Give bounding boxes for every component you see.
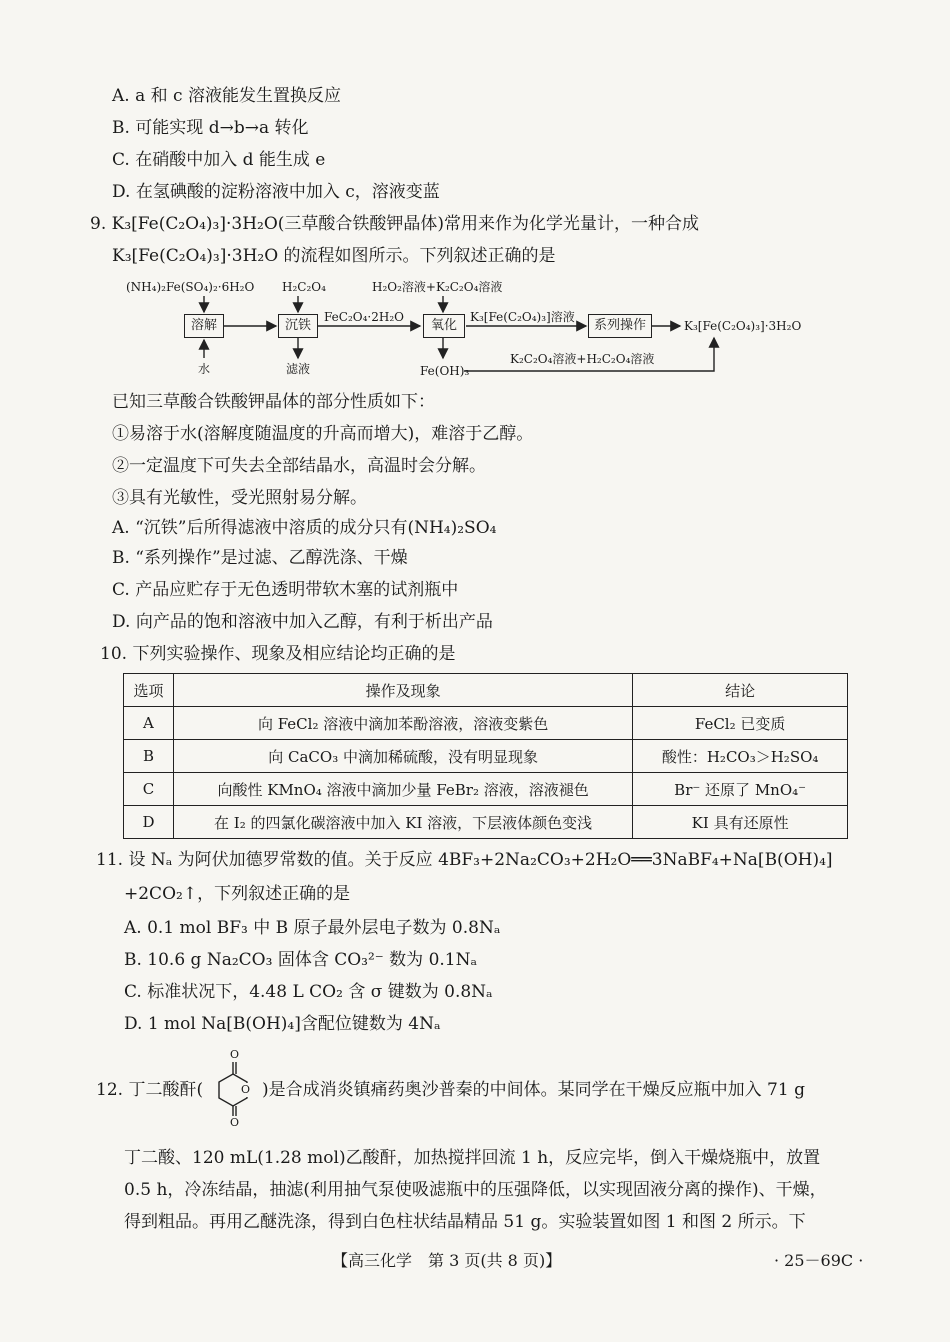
- q9-option-d: D. 向产品的饱和溶液中加入乙醇，有利于析出产品: [112, 612, 493, 632]
- table-cell: C: [124, 773, 174, 806]
- q12-line2: 丁二酸、120 mL(1.28 mol)乙酸酐，加热搅拌回流 1 h，反应完毕，倒入干燥烧瓶中，放置: [124, 1148, 821, 1168]
- table-cell: Br⁻ 还原了 MnO₄⁻: [633, 773, 848, 806]
- table-cell: 向 FeCl₂ 溶液中滴加苯酚溶液，溶液变紫色: [173, 707, 632, 740]
- q11-option-d: D. 1 mol Na[B(OH)₄]含配位键数为 4Nₐ: [124, 1014, 441, 1034]
- flow-input-oxalic-acid: H₂C₂O₄: [282, 280, 326, 294]
- q12-line4: 得到粗品。再用乙醚洗涤，得到白色柱状结晶精品 51 g。实验装置如图 1 和图 2 所示。下: [124, 1212, 806, 1232]
- q8-option-d: D. 在氢碘酸的淀粉溶液中加入 c，溶液变蓝: [112, 182, 440, 202]
- q8-option-a: A. a 和 c 溶液能发生置换反应: [112, 86, 341, 106]
- table-row: [124, 773, 848, 806]
- table-cell: 在 I₂ 的四氯化碳溶液中加入 KI 溶液，下层液体颜色变浅: [173, 806, 632, 839]
- q9-property-3: ③具有光敏性，受光照射易分解。: [112, 488, 367, 508]
- q11-stem-line1: 11. 设 Nₐ 为阿伏加德罗常数的值。关于反应 4BF₃+2Na₂CO₃+2H₂O══3NaBF₄+Na[B(OH)₄]: [96, 850, 833, 870]
- flow-product: K₃[Fe(C₂O₄)₃]·3H₂O: [684, 319, 802, 333]
- q9-stem-line1: 9. K₃[Fe(C₂O₄)₃]·3H₂O(三草酸合铁酸钾晶体)常用来作为化学光量计，一种合成: [90, 214, 700, 234]
- table-cell: D: [124, 806, 174, 839]
- table-header: 操作及现象: [173, 674, 632, 707]
- flow-mid-ferrous-oxalate: FeC₂O₄·2H₂O: [324, 310, 404, 324]
- q9-flow-diagram: [118, 278, 838, 386]
- q8-option-c: C. 在硝酸中加入 d 能生成 e: [112, 150, 326, 170]
- q10-stem: 10. 下列实验操作、现象及相应结论均正确的是: [100, 644, 456, 664]
- table-header-row: [124, 674, 848, 707]
- q11-option-c: C. 标准状况下，4.48 L CO₂ 含 σ 键数为 0.8Nₐ: [124, 982, 493, 1002]
- q12-line3: 0.5 h，冷冻结晶，抽滤(利用抽气泵使吸滤瓶中的压强降低，以实现固液分离的操作)、干燥，: [124, 1180, 827, 1200]
- q10-table: [123, 673, 848, 839]
- flow-box-series-operation: 系列操作: [588, 314, 652, 338]
- q12-stem-prefix: 12. 丁二酸酐(: [96, 1080, 204, 1100]
- q9-stem-line2: K₃[Fe(C₂O₄)₃]·3H₂O 的流程如图所示。下列叙述正确的是: [112, 246, 556, 266]
- q11-option-a: A. 0.1 mol BF₃ 中 B 原子最外层电子数为 0.8Nₐ: [124, 918, 501, 938]
- page-footer-center: 【高三化学 第 3 页(共 8 页)】: [332, 1251, 562, 1270]
- flow-filtrate: 滤液: [286, 362, 311, 376]
- q9-property-1: ①易溶于水(溶解度随温度的升高而增大)，难溶于乙醇。: [112, 424, 534, 444]
- flow-iron-hydroxide: Fe(OH)₃: [420, 364, 470, 378]
- table-row: [124, 740, 848, 773]
- q9-known-title: 已知三草酸合铁酸钾晶体的部分性质如下：: [112, 392, 435, 412]
- q9-option-a: A. “沉铁”后所得滤液中溶质的成分只有(NH₄)₂SO₄: [112, 518, 497, 538]
- q12-stem-suffix: )是合成消炎镇痛药奥沙普秦的中间体。某同学在干燥反应瓶中加入 71 g: [262, 1080, 805, 1100]
- q11-stem-line2: +2CO₂↑，下列叙述正确的是: [124, 884, 351, 904]
- table-cell: 酸性：H₂CO₃＞H₂SO₄: [633, 740, 848, 773]
- flow-water: 水: [198, 362, 211, 376]
- flow-input-oxidant: H₂O₂溶液+K₂C₂O₄溶液: [372, 280, 503, 294]
- table-cell: B: [124, 740, 174, 773]
- q11-option-b: B. 10.6 g Na₂CO₃ 固体含 CO₃²⁻ 数为 0.1Nₐ: [124, 950, 478, 970]
- table-cell: 向酸性 KMnO₄ 溶液中滴加少量 FeBr₂ 溶液，溶液褪色: [173, 773, 632, 806]
- ring-atom-o-ring: O: [241, 1083, 251, 1096]
- table-row: [124, 806, 848, 839]
- table-cell: FeCl₂ 已变质: [633, 707, 848, 740]
- table-cell: KI 具有还原性: [633, 806, 848, 839]
- table-row: [124, 707, 848, 740]
- q8-option-b: B. 可能实现 d→b→a 转化: [112, 118, 309, 138]
- page-footer-code: · 25－69C ·: [774, 1251, 864, 1270]
- flow-box-dissolve: 溶解: [184, 314, 224, 338]
- ring-atom-o-bottom: O: [230, 1116, 240, 1129]
- q9-option-b: B. “系列操作”是过滤、乙醇洗涤、干燥: [112, 548, 408, 568]
- flow-input-mohr-salt: (NH₄)₂Fe(SO₄)₂·6H₂O: [126, 280, 255, 294]
- q9-option-c: C. 产品应贮存于无色透明带软木塞的试剂瓶中: [112, 580, 459, 600]
- flow-mid-complex-solution: K₃[Fe(C₂O₄)₃]溶液: [470, 310, 575, 324]
- ring-atom-o-top: O: [230, 1048, 240, 1061]
- flow-box-precipitate: 沉铁: [278, 314, 318, 338]
- table-cell: A: [124, 707, 174, 740]
- succinic-anhydride-structure: [205, 1048, 261, 1128]
- table-header: 结论: [633, 674, 848, 707]
- flow-recycle-reagents: K₂C₂O₄溶液+H₂C₂O₄溶液: [510, 352, 655, 366]
- table-header: 选项: [124, 674, 174, 707]
- q9-property-2: ②一定温度下可失去全部结晶水，高温时会分解。: [112, 456, 486, 476]
- table-cell: 向 CaCO₃ 中滴加稀硫酸，没有明显现象: [173, 740, 632, 773]
- flow-box-oxidize: 氧化: [423, 314, 465, 338]
